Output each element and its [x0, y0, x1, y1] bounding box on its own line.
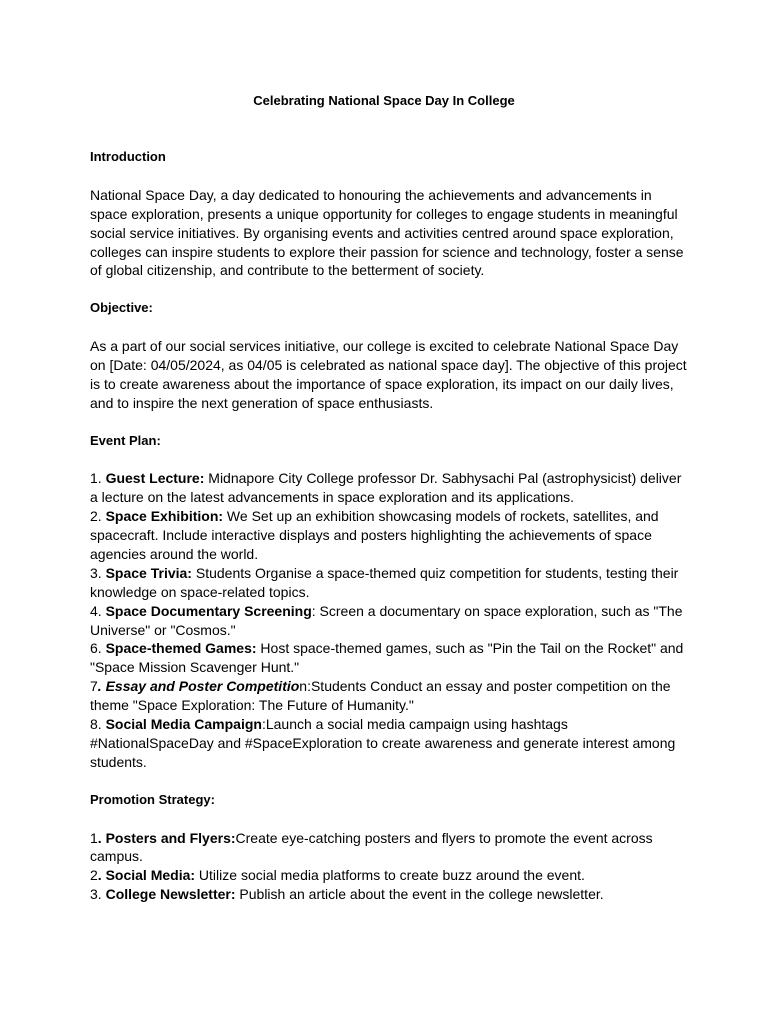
item-text: : Screen a documentary on space exploration, such as "The Universe" or "Cosmos." [90, 602, 683, 638]
event-plan-item [90, 469, 690, 507]
item-number: 1. [90, 470, 106, 487]
item-text: n:Students Conduct an essay and poster competition on the theme "Space Exploration: The Future of Humanity." [90, 678, 671, 714]
document-title: Celebrating National Space Day In College [253, 93, 515, 108]
event-plan-item [90, 677, 690, 715]
promotion-item [90, 866, 690, 885]
event-plan-item [90, 507, 690, 564]
event-plan-item [90, 715, 690, 772]
event-plan-item [90, 602, 690, 640]
item-text: We Set up an exhibition showcasing models of rockets, satellites, and spacecraft. Include interactive displays and posters highlighting the achievements of space agencies around the world. [90, 508, 659, 562]
item-number: 3. [90, 886, 106, 903]
promotion-heading: Promotion Strategy: [90, 791, 215, 807]
promotion-item [90, 829, 690, 867]
event-plan-heading: Event Plan: [90, 432, 161, 448]
item-label: Space Documentary Screening [105, 602, 312, 619]
item-number: 6. [90, 640, 106, 657]
item-number: 8. [90, 716, 106, 733]
introduction-paragraph: National Space Day, a day dedicated to honouring the achievements and advancements in space exploration, presents a unique opportunity for colleges to engage students in meaningful social service initiatives. By organising events and activities centred around space exploration, colleges can inspire students to explore their passion for science and technology, foster a sense of global citizenship, and contribute to the betterment of society. [90, 186, 684, 279]
item-number: 2. [90, 508, 106, 525]
item-text: :Launch a social media campaign using hashtags #NationalSpaceDay and #SpaceExploration to create awareness and generate interest among students. [90, 716, 676, 770]
document-body [90, 148, 690, 904]
item-text: Publish an article about the event in the college newsletter. [235, 886, 604, 903]
item-label: Space Trivia: [105, 564, 192, 581]
item-label: Space Exhibition: [105, 508, 224, 525]
item-text: Utilize social media platforms to create buzz around the event. [195, 867, 585, 884]
item-text: Host space-themed games, such as "Pin the Tail on the Rocket" and "Space Mission Scavenger Hunt." [90, 640, 684, 676]
item-number: 3. [90, 564, 106, 581]
event-plan-item [90, 564, 690, 602]
item-label: Social Media Campaign [105, 716, 262, 733]
item-text: Create eye-catching posters and flyers to promote the event across campus. [90, 829, 653, 865]
introduction-heading: Introduction [90, 149, 166, 164]
objective-paragraph: As a part of our social services initiative, our college is excited to celebrate National Space Day on [Date: 04/05/2024, as 04/05 is celebrated as national space day]. The objective of this project is to create awareness about the importance of space exploration, its impact on our daily lives, and to inspire the next generation of space enthusiasts. [90, 338, 687, 411]
item-number: 2 [90, 867, 98, 884]
event-plan-item [90, 639, 690, 677]
item-label: . Social Media: [97, 867, 196, 884]
item-text: Midnapore City College professor Dr. Sabhysachi Pal (astrophysicist) deliver a lecture on the latest advancements in space exploration and its applications. [90, 470, 682, 506]
promotion-item [90, 885, 690, 904]
item-label: College Newsletter: [105, 886, 236, 903]
objective-heading: Objective: [90, 300, 153, 316]
item-label: . Posters and Flyers: [97, 829, 236, 846]
item-number: 4. [90, 602, 106, 619]
item-label: . Essay and Poster Competitio [97, 678, 300, 695]
item-number: 1 [90, 829, 98, 846]
item-label: Space-themed Games: [105, 640, 257, 657]
item-label: Guest Lecture: [105, 470, 205, 487]
item-text: Students Organise a space-themed quiz competition for students, testing their knowledge on space-related topics. [90, 564, 679, 600]
item-number: 7 [90, 678, 98, 695]
